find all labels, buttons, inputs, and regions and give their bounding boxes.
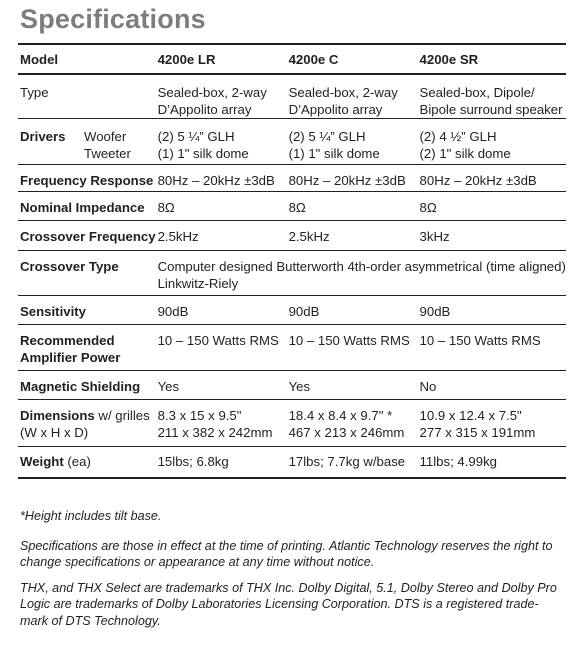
footnote: *Height includes tilt base.: [20, 509, 162, 523]
header-model: Model: [18, 44, 156, 74]
drivers-row: [18, 119, 566, 165]
weight-c: 17lbs; 7.7kg w/base: [287, 447, 418, 478]
nominal-impedance-label: Nominal Impedance: [18, 192, 156, 221]
woofer-label: Woofer: [84, 129, 127, 144]
frequency-response-row: [18, 165, 566, 192]
notes: [20, 508, 565, 639]
weight-row: [18, 447, 566, 478]
dimensions-label-suffix: w/ grilles: [94, 408, 150, 423]
drivers-label-cell: [18, 119, 156, 165]
spec-table: [18, 43, 566, 479]
dimensions-label-units: (W x H x D): [20, 425, 89, 440]
magnetic-shielding-sr: No: [418, 371, 566, 400]
magnetic-shielding-label: Magnetic Shielding: [18, 371, 156, 400]
type-label: Type: [18, 74, 156, 119]
crossover-frequency-label: Crossover Frequency: [18, 221, 156, 251]
page-title: Specifications: [20, 4, 206, 34]
dimensions-sr: 10.9 x 12.4 x 7.5" 277 x 315 x 191mm: [418, 400, 566, 447]
header-4200e-lr: 4200e LR: [156, 44, 287, 74]
tweeter-label: Tweeter: [84, 146, 131, 161]
amplifier-power-c: 10 – 150 Watts RMS: [287, 325, 418, 371]
type-c: Sealed-box, 2-way D’Appolito array: [287, 74, 418, 119]
type-row: [18, 74, 566, 119]
dimensions-lr: 8.3 x 15 x 9.5" 211 x 382 x 242mm: [156, 400, 287, 447]
crossover-type-row: [18, 251, 566, 296]
crossover-frequency-lr: 2.5kHz: [156, 221, 287, 251]
weight-label-cell: [18, 447, 156, 478]
disclaimer: Specifications are those in effect at the time of printing. Atlantic Technology reserves the right to change specifications or appearance at any time without notice.: [20, 538, 553, 570]
header-4200e-c: 4200e C: [287, 44, 418, 74]
dimensions-label-cell: [18, 400, 156, 447]
crossover-type-value: Computer designed Butterworth 4th-order asymmetrical (time aligned) Linkwitz-Riely: [156, 251, 566, 296]
nominal-impedance-c: 8Ω: [287, 192, 418, 221]
magnetic-shielding-c: Yes: [287, 371, 418, 400]
type-sr: Sealed-box, Dipole/ Bipole surround speaker: [418, 74, 566, 119]
dimensions-c: 18.4 x 8.4 x 9.7" * 467 x 213 x 246mm: [287, 400, 418, 447]
sensitivity-label: Sensitivity: [18, 296, 156, 325]
sensitivity-row: [18, 296, 566, 325]
crossover-frequency-row: [18, 221, 566, 251]
amplifier-power-label: Recommended Amplifier Power: [18, 325, 156, 371]
weight-lr: 15lbs; 6.8kg: [156, 447, 287, 478]
frequency-response-c: 80Hz – 20kHz ±3dB: [287, 165, 418, 192]
weight-label: Weight: [20, 454, 64, 469]
drivers-sr: (2) 4 ½” GLH (2) 1" silk dome: [418, 119, 566, 165]
nominal-impedance-row: [18, 192, 566, 221]
sensitivity-c: 90dB: [287, 296, 418, 325]
weight-label-suffix: (ea): [63, 454, 91, 469]
frequency-response-label: Frequency Response: [18, 165, 156, 192]
amplifier-power-row: [18, 325, 566, 371]
amplifier-power-lr: 10 – 150 Watts RMS: [156, 325, 287, 371]
nominal-impedance-sr: 8Ω: [418, 192, 566, 221]
type-lr: Sealed-box, 2-way D’Appolito array: [156, 74, 287, 119]
sensitivity-sr: 90dB: [418, 296, 566, 325]
frequency-response-sr: 80Hz – 20kHz ±3dB: [418, 165, 566, 192]
crossover-frequency-sr: 3kHz: [418, 221, 566, 251]
drivers-lr: (2) 5 ¼” GLH (1) 1" silk dome: [156, 119, 287, 165]
dimensions-row: [18, 400, 566, 447]
nominal-impedance-lr: 8Ω: [156, 192, 287, 221]
drivers-c: (2) 5 ¼” GLH (1) 1" silk dome: [287, 119, 418, 165]
magnetic-shielding-row: [18, 371, 566, 400]
magnetic-shielding-lr: Yes: [156, 371, 287, 400]
dimensions-label: Dimensions: [20, 408, 95, 423]
drivers-label: Drivers: [20, 129, 66, 144]
crossover-type-label: Crossover Type: [18, 251, 156, 296]
header-4200e-sr: 4200e SR: [418, 44, 566, 74]
trademarks: THX, and THX Select are trademarks of THX Inc. Dolby Digital, 5.1, Dolby Stereo and Dolby Pro Logic are trademarks of Dolby Laboratories Licensing Corporation. DTS is a registered trade-mark of DTS Technology.: [20, 580, 557, 628]
weight-sr: 11lbs; 4.99kg: [418, 447, 566, 478]
frequency-response-lr: 80Hz – 20kHz ±3dB: [156, 165, 287, 192]
amplifier-power-sr: 10 – 150 Watts RMS: [418, 325, 566, 371]
header-row: [18, 44, 566, 74]
crossover-frequency-c: 2.5kHz: [287, 221, 418, 251]
sensitivity-lr: 90dB: [156, 296, 287, 325]
